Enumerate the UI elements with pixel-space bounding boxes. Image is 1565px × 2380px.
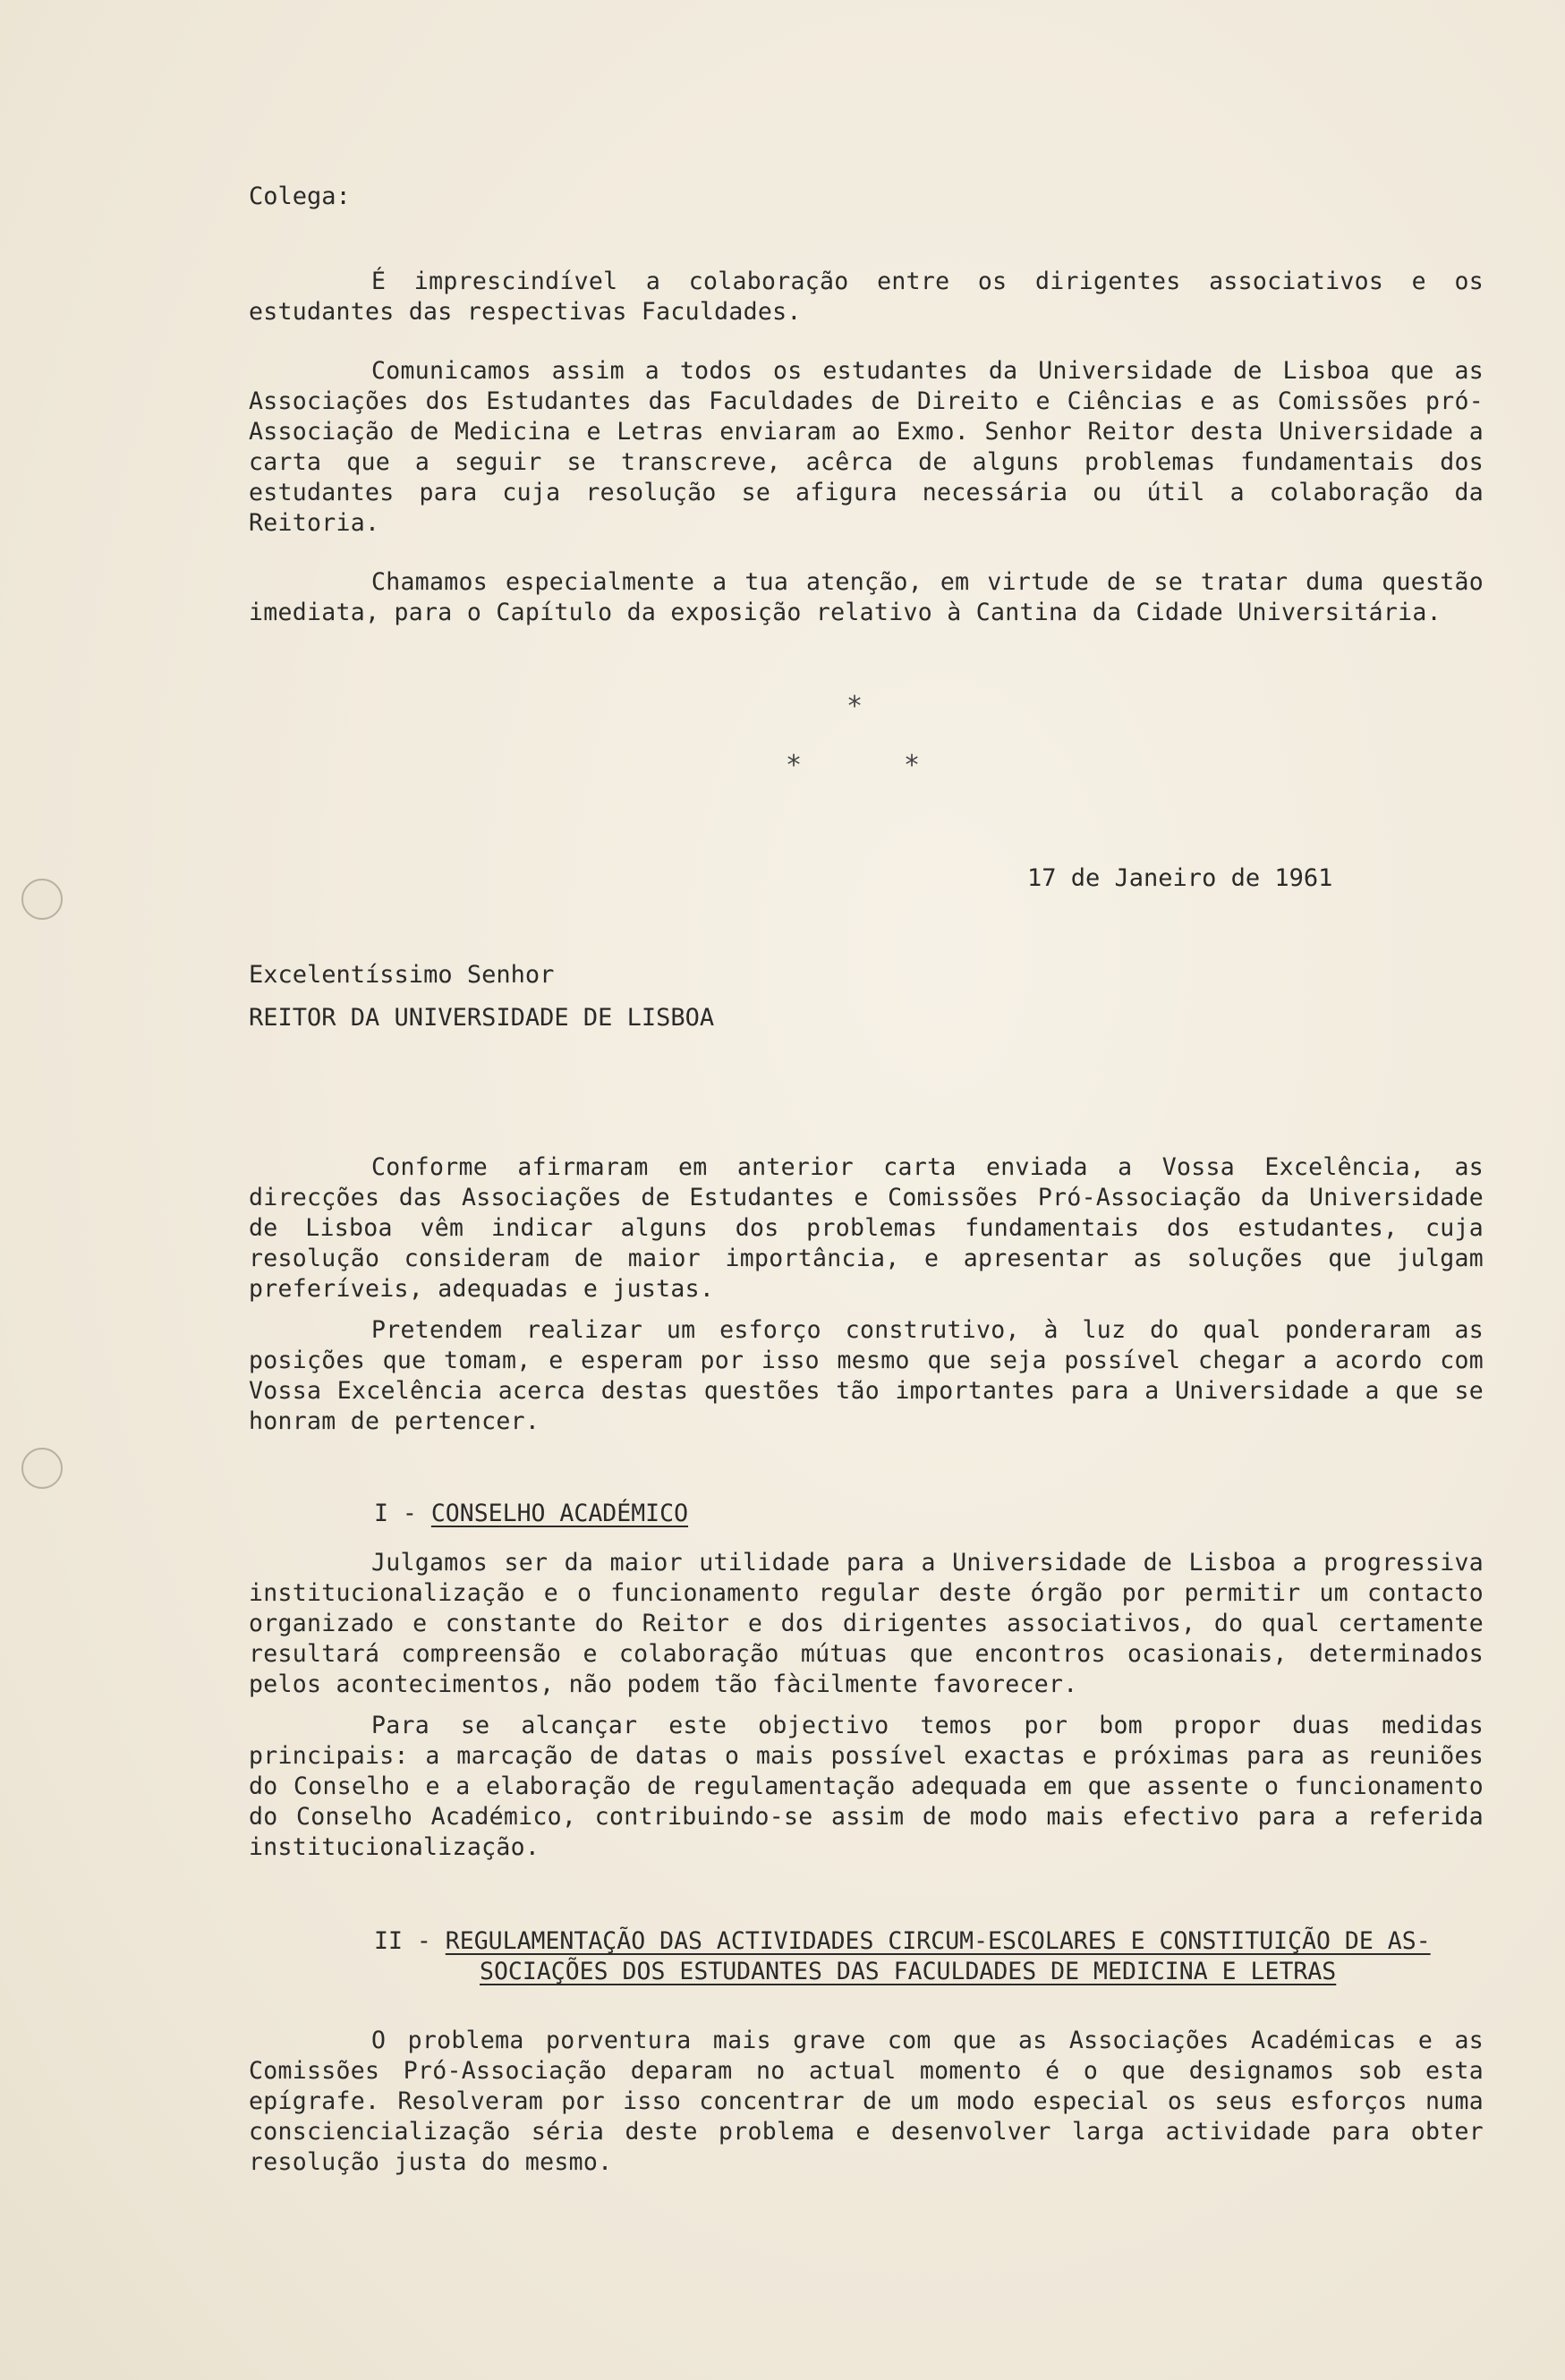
punch-hole — [21, 879, 63, 920]
section-2-title-line2: SOCIAÇÕES DOS ESTUDANTES DAS FACULDADES DE MEDICINA E LETRAS — [480, 1958, 1337, 1985]
section-2-block — [249, 2026, 1484, 2178]
intro-paragraph: Comunicamos assim a todos os estudantes da Universidade de Lisboa que as Associações dos Estudantes das Faculdades de Direito e Ciências e as Comissões pró-Associação de Medicina e Letras enviaram ao Exmo. Senhor Reitor desta Universidade a carta que a seguir se transcreve, acêrca de alguns problemas fundamentais dos estudantes para cuja resolução se afigura necessária ou útil a colaboração da Reitoria. — [249, 357, 1484, 537]
section-2-number: II - — [374, 1927, 431, 1955]
body-block — [249, 1152, 1484, 1437]
section-2-heading — [374, 1926, 1493, 1987]
body-paragraph: Conforme afirmaram em anterior carta enviada a Vossa Excelência, as direcções das Associações de Estudantes e Comissões Pró-Associação da Universidade de Lisboa vêm indicar alguns dos problemas fundamentais dos estudantes, cuja resolução consideram de maior importância, e apresentar as soluções que julgam preferíveis, adequadas e justas. — [249, 1153, 1484, 1303]
section-1-number: I - — [374, 1500, 417, 1527]
section-2-title-line1: REGULAMENTAÇÃO DAS ACTIVIDADES CIRCUM-ESCOLARES E CONSTITUIÇÃO DE AS- — [445, 1927, 1431, 1955]
separator-star: * — [904, 750, 921, 781]
intro-block — [249, 267, 1484, 628]
salutation: Excelentíssimo Senhor — [249, 961, 555, 989]
separator-star: * — [846, 691, 863, 722]
letter-date: 17 de Janeiro de 1961 — [1027, 864, 1333, 892]
section-1-paragraph: Julgamos ser da maior utilidade para a Universidade de Lisboa a progressiva institucionalização e o funcionamento regular deste órgão por permitir um contacto organizado e constante do Reitor e dos dirigentes associativos, do qual certamente resultará compreensão e colaboração mútuas que encontros ocasionais, determinados pelos acontecimentos, não podem tão fàcilmente favorecer. — [249, 1549, 1484, 1698]
intro-paragraph: É imprescindível a colaboração entre os dirigentes associativos e os estudantes das respectivas Faculdades. — [249, 268, 1484, 326]
section-1-heading — [374, 1499, 688, 1529]
body-paragraph: Pretendem realizar um esforço construtivo, à luz do qual ponderaram as posições que tomam, e esperam por isso mesmo que seja possível chegar a acordo com Vossa Excelência acerca destas questões tão importantes para a Universidade a que se honram de pertencer. — [249, 1316, 1484, 1435]
section-1-block — [249, 1548, 1484, 1863]
section-1-paragraph: Para se alcançar este objectivo temos por bom propor duas medidas principais: a marcação de datas o mais possível exactas e próximas para as reuniões do Conselho e a elaboração de regulamentação adequada em que assente o funcionamento do Conselho Académico, contribuindo-se assim de modo mais efectivo para a referida institucionalização. — [249, 1712, 1484, 1861]
punch-hole — [21, 1448, 63, 1489]
section-2-paragraph: O problema porventura mais grave com que as Associações Académicas e as Comissões Pró-Associação deparam no actual momento é o que designamos sob esta epígrafe. Resolveram por isso concentrar de um modo especial os seus esforços numa consciencialização séria deste problema e desenvolver larga actividade para obter resolução justa do mesmo. — [249, 2027, 1484, 2176]
section-1-title: CONSELHO ACADÉMICO — [430, 1500, 689, 1527]
separator-star: * — [786, 750, 803, 781]
greeting: Colega: — [249, 183, 351, 210]
addressee: REITOR DA UNIVERSIDADE DE LISBOA — [249, 1004, 715, 1032]
intro-paragraph: Chamamos especialmente a tua atenção, em virtude de se tratar duma questão imediata, para o Capítulo da exposição relativo à Cantina da Cidade Universitária. — [249, 568, 1484, 626]
